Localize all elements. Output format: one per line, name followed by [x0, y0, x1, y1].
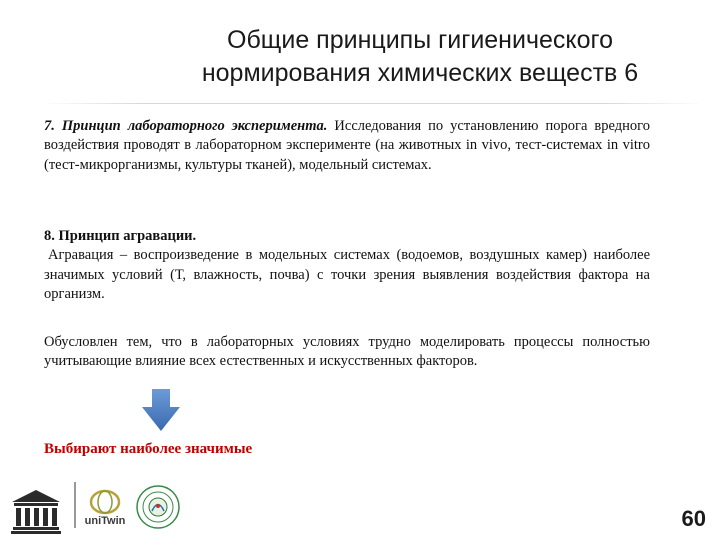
unitwin-logo: [80, 488, 130, 533]
reason-paragraph: Обусловлен тем, что в лабораторных условиях трудно моделировать процессы полностью учитывающие влияние всех естественных и искусственных факторов.: [44, 334, 650, 370]
principle-7-heading: 7. Принцип лабораторного эксперимента.: [44, 118, 328, 134]
principle-7-text: Исследования по установлению порога вредного воздействия проводят в лабораторном эксперименте (на животных in vivo, тест-системах in vitro (тест-микрорганизмы, культуры тканей), модельный системах.: [44, 118, 651, 173]
title-divider: [42, 103, 704, 104]
slide-title: Общие принципы гигиенического нормирования химических веществ 6: [201, 26, 639, 87]
page-number: 60: [681, 506, 706, 531]
principle-8-paragraph: [44, 227, 650, 305]
university-seal-logo: [135, 484, 181, 535]
arrow-down-icon: [142, 389, 180, 436]
principle-8-text: Агравация – воспроизведение в модельных системах (водоемов, воздушных камер) наиболее значимых условий (Т, влажность, почва) с точки зрения выявления воздействия фактора на организм.: [44, 247, 650, 303]
principle-8-heading: 8. Принцип агравации.: [44, 228, 197, 244]
logo-divider: [74, 482, 76, 528]
principle-7-paragraph: [44, 117, 650, 175]
unesco-logo: [10, 488, 62, 539]
svg-text:uniTwin: uniTwin: [84, 515, 126, 527]
conclusion-text: Выбирают наиболее значимые: [44, 441, 253, 457]
